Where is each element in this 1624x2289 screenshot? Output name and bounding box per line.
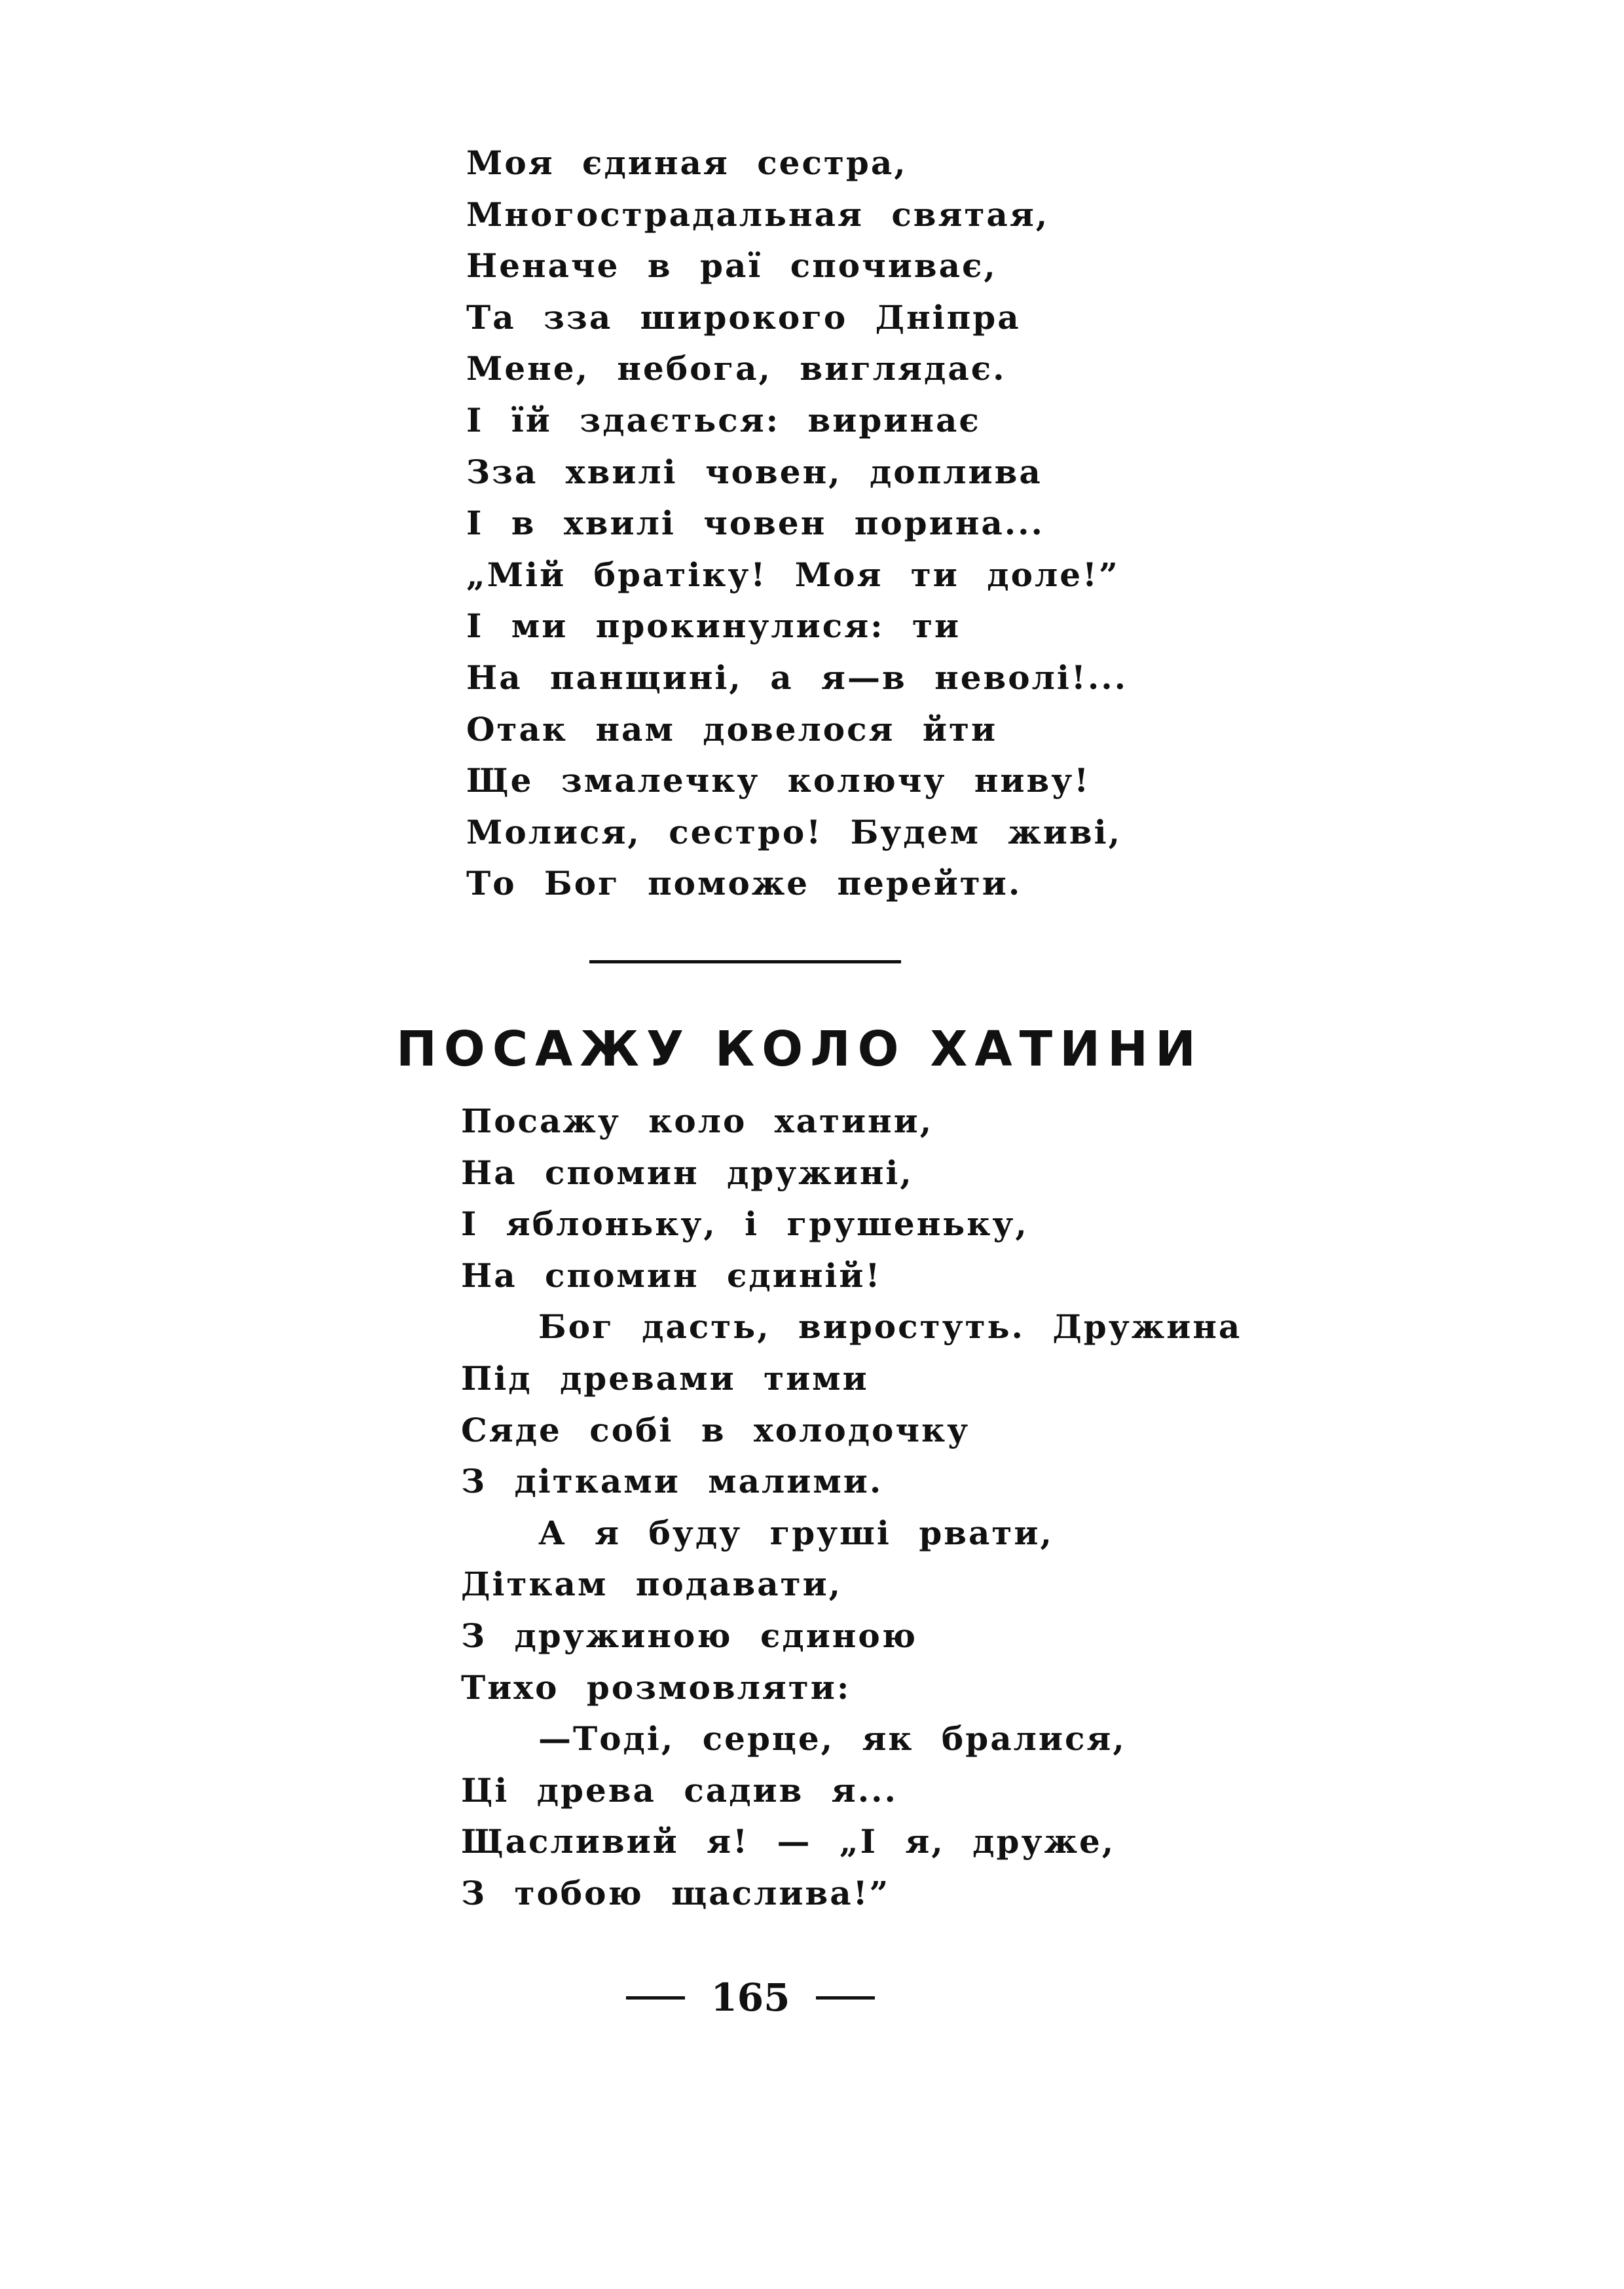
- poem-continuation: [466, 138, 1128, 910]
- poem-line: Отак нам довелося йти: [466, 709, 998, 749]
- poem-line: Зза хвилі човен, доплива: [466, 452, 1043, 491]
- poem-line: Молися, сестро! Будем живі,: [466, 812, 1122, 851]
- poem-line: Та зза широкого Дніпра: [466, 297, 1021, 337]
- poem-line: Мене, небога, виглядає.: [466, 349, 1006, 388]
- page-number-value: 165: [710, 1975, 790, 2020]
- poem-line: З дружиною єдиною: [461, 1616, 918, 1655]
- poem-line: Ці древа садив я...: [461, 1770, 898, 1810]
- page-number-dash-right: [816, 1996, 875, 2000]
- poem-line: Тихо розмовляти:: [461, 1667, 851, 1707]
- poem-line: То Бог поможе перейти.: [466, 864, 1022, 903]
- poem-line: На панщині, а я—в неволі!...: [466, 658, 1128, 697]
- poem-line: І їй здається: виринає: [466, 400, 981, 439]
- section-divider: [589, 960, 901, 963]
- poem-line: Сяде собі в холодочку: [461, 1410, 970, 1449]
- page-number-dash-left: [626, 1996, 685, 2000]
- poem-line: Многострадальная святая,: [466, 195, 1050, 234]
- poem-line: Щасливий я! — „І я, друже,: [461, 1822, 1116, 1861]
- poem-body: [461, 1096, 1242, 1920]
- page-number: [626, 1968, 875, 2027]
- poem-line: І яблоньку, і грушеньку,: [461, 1204, 1029, 1244]
- poem-line: На спомин єдиній!: [461, 1256, 882, 1295]
- poem-line: „Мій братіку! Моя ти доле!”: [466, 555, 1120, 594]
- poem-line: Посажу коло хатини,: [461, 1102, 934, 1140]
- poem-line: На спомин дружині,: [461, 1153, 913, 1192]
- poem-line: А я буду груші рвати,: [538, 1513, 1054, 1552]
- poem-line: Під древами тими: [461, 1358, 869, 1398]
- poem-line: Бог дасть, виростуть. Дружина: [538, 1307, 1242, 1347]
- poem-line: З тобою щаслива!”: [461, 1873, 891, 1912]
- poem-line: І ми прокинулися: ти: [466, 606, 961, 646]
- poem-title: ПОСАЖУ КОЛО ХАТИНИ: [396, 1021, 1203, 1077]
- poem-line: І в хвилі човен порина...: [466, 504, 1044, 543]
- poem-line: Моя єдиная сестра,: [466, 143, 908, 182]
- poem-line: —Тоді, серце, як бралися,: [538, 1719, 1126, 1759]
- poem-line: З дітками малими.: [461, 1462, 883, 1501]
- poem-line: Ще змалечку колючу ниву!: [466, 761, 1091, 800]
- poem-line: Неначе в раї спочиває,: [466, 246, 997, 286]
- poem-line: Діткам подавати,: [461, 1565, 843, 1604]
